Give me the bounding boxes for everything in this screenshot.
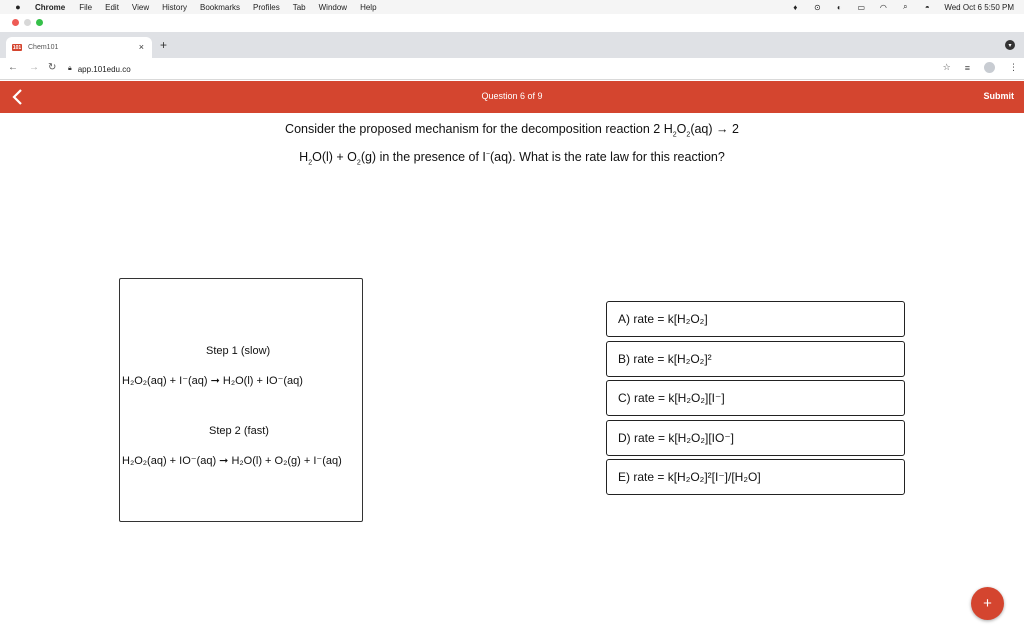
step1-label: Step 1 (slow) bbox=[206, 345, 271, 357]
menu-view[interactable]: View bbox=[131, 2, 150, 12]
reading-list-icon[interactable]: ≡ bbox=[964, 62, 970, 73]
submit-button[interactable]: Submit bbox=[983, 91, 1014, 101]
tab-close-icon[interactable]: × bbox=[138, 42, 144, 52]
battery-icon[interactable]: ▭ bbox=[857, 2, 866, 12]
choice-d[interactable]: D) rate = k[H₂O₂][IO⁻] bbox=[606, 420, 905, 456]
lock-icon: 🔒︎ bbox=[68, 65, 72, 72]
profile-avatar[interactable] bbox=[984, 62, 995, 73]
macos-menubar bbox=[0, 0, 1024, 14]
control-center-icon[interactable]: ◓ bbox=[924, 2, 930, 12]
reload-icon[interactable]: ↻ bbox=[48, 62, 57, 73]
menu-profiles[interactable]: Profiles bbox=[253, 2, 280, 12]
choice-e[interactable]: E) rate = k[H₂O₂]²[I⁻]/[H₂O] bbox=[606, 459, 905, 495]
menu-help[interactable]: Help bbox=[360, 2, 377, 12]
toolbar-actions bbox=[943, 62, 1018, 73]
browser-toolbar bbox=[0, 58, 1024, 80]
menu-tab[interactable]: Tab bbox=[292, 2, 306, 12]
search-icon[interactable]: ⌕ bbox=[903, 2, 908, 11]
mechanism-box bbox=[119, 278, 363, 522]
tab-title: Chem101 bbox=[28, 44, 59, 51]
question-text: Consider the proposed mechanism for the decomposition reaction 2 $H_2O_2(aq) \to 2$ $H_2O(l) + O_2(g)$ in the presence of I−(aq). What is the rate law for this reaction? bbox=[285, 122, 739, 167]
window-controls bbox=[12, 19, 43, 26]
forward-arrow-icon[interactable]: → bbox=[29, 62, 39, 73]
choice-a[interactable]: A) rate = k[H₂O₂] bbox=[606, 301, 905, 337]
menu-window[interactable]: Window bbox=[318, 2, 348, 12]
tab-search-icon[interactable]: ▾ bbox=[1005, 40, 1015, 50]
menu-app-name[interactable]: Chrome bbox=[35, 2, 66, 12]
wifi-icon[interactable]: ◠ bbox=[879, 2, 887, 12]
zoom-window-button[interactable] bbox=[36, 19, 43, 26]
choice-b[interactable]: B) rate = k[H₂O₂]² bbox=[606, 341, 905, 377]
close-window-button[interactable] bbox=[12, 19, 19, 26]
step2-label: Step 2 (fast) bbox=[209, 425, 269, 437]
menu-bookmarks[interactable]: Bookmarks bbox=[200, 2, 241, 12]
step1-equation: H₂O₂(aq) + I⁻(aq) ➞ H₂O(l) + IO⁻(aq) bbox=[122, 375, 303, 387]
step2-equation: H₂O₂(aq) + IO⁻(aq) ➞ H₂O(l) + O₂(g) + I⁻(aq) bbox=[122, 455, 342, 467]
status-area bbox=[790, 0, 1014, 14]
tab-strip bbox=[0, 32, 1024, 58]
app-header bbox=[0, 81, 1024, 113]
menu-history[interactable]: History bbox=[162, 2, 188, 12]
choice-c[interactable]: C) rate = k[H₂O₂][I⁻] bbox=[606, 380, 905, 416]
url-text: app.101edu.co bbox=[77, 64, 131, 74]
clock[interactable]: Wed Oct 6 5:50 PM bbox=[944, 2, 1014, 12]
play-icon[interactable]: ⊙ bbox=[813, 2, 821, 12]
minimize-window-button[interactable] bbox=[24, 19, 31, 26]
apple-icon[interactable]: ● bbox=[15, 2, 21, 12]
kebab-menu-icon[interactable]: ⋮ bbox=[1009, 62, 1018, 72]
menu-edit[interactable]: Edit bbox=[105, 2, 119, 12]
mic-icon[interactable]: ♦ bbox=[793, 2, 798, 12]
back-arrow-icon[interactable]: ← bbox=[8, 62, 18, 73]
star-icon[interactable]: ☆ bbox=[942, 62, 951, 72]
site-favicon: 101 bbox=[12, 44, 22, 51]
menu-file[interactable]: File bbox=[79, 2, 93, 12]
moon-icon[interactable]: ◐ bbox=[836, 2, 842, 12]
address-bar[interactable] bbox=[68, 61, 958, 77]
browser-tab[interactable] bbox=[6, 37, 152, 58]
question-counter: Question 6 of 9 bbox=[481, 91, 543, 101]
add-button[interactable]: + bbox=[971, 587, 1004, 620]
new-tab-button[interactable]: + bbox=[160, 38, 168, 52]
